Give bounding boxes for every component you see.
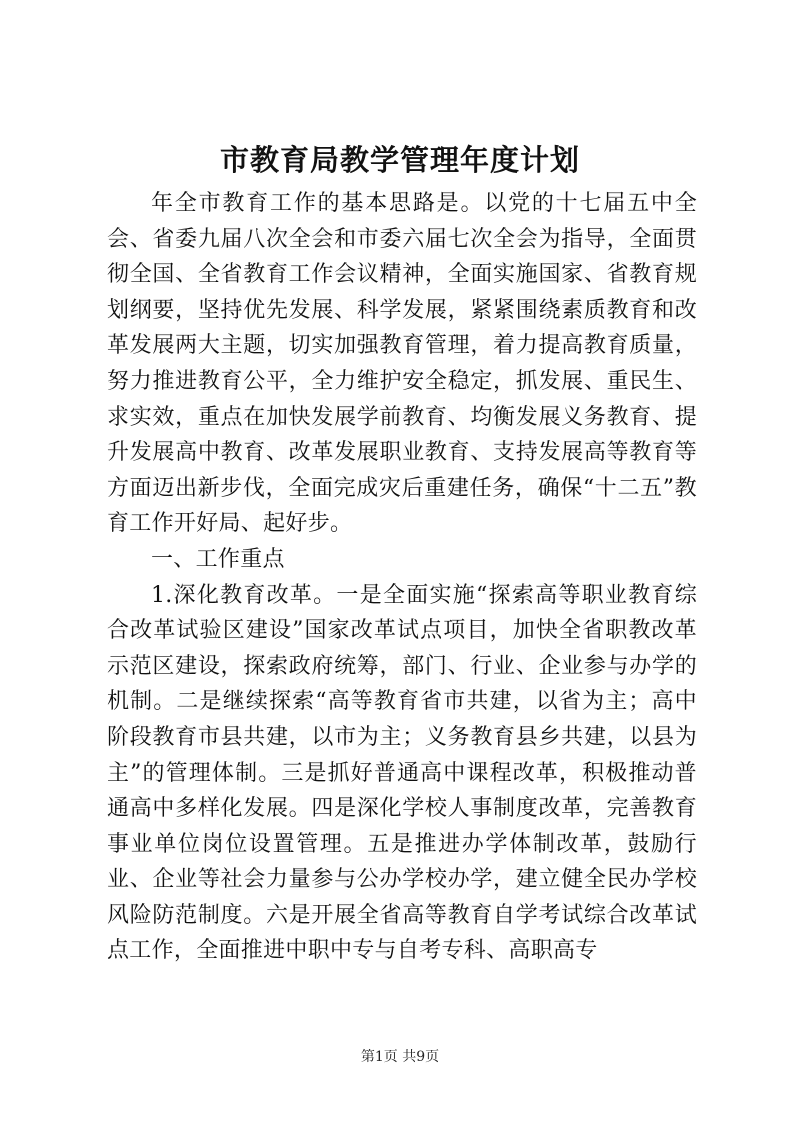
page-number-footer: 第1页 共9页 — [360, 1049, 440, 1065]
document-body — [107, 186, 697, 969]
section-heading-work-focus: 一、工作重点 — [151, 546, 285, 572]
document-title: 市教育局教学管理年度计划 — [219, 143, 580, 177]
paragraph-education-reform: 1.深化教育改革。一是全面实施“探索高等职业教育综合改革试验区建设”国家改革试点项目，加快全省职教改革示范区建设，探索政府统筹，部门、行业、企业参与办学的机制。二是继续探索“高等教育省市共建，以省为主；高中阶段教育市县共建，以市为主；义务教育县乡共建，以县为主”的管理体制。三是抓好普通高中课程改革，积极推动普通高中多样化发展。四是深化学校人事制度改革，完善教育事业单位岗位设置管理。五是推进办学体制改革，鼓励行业、企业等社会力量参与公办学校办学，建立健全民办学校风险防范制度。六是开展全省高等教育自学考试综合改革试点工作，全面推进中职中专与自考专科、高职高专 — [107, 582, 697, 964]
paragraph-intro: 年全市教育工作的基本思路是。以党的十七届五中全会、省委九届八次全会和市委六届七次全会为指导，全面贯彻全国、全省教育工作会议精神，全面实施国家、省教育规划纲要，坚持优先发展、科学发展，紧紧围绕素质教育和改革发展两大主题，切实加强教育管理，着力提高教育质量，努力推进教育公平，全力维护安全稳定，抓发展、重民生、求实效，重点在加快发展学前教育、均衡发展义务教育、提升发展高中教育、改革发展职业教育、支持发展高等教育等方面迈出新步伐，全面完成灾后重建任务，确保“十二五”教育工作开好局、起好步。 — [107, 191, 697, 537]
